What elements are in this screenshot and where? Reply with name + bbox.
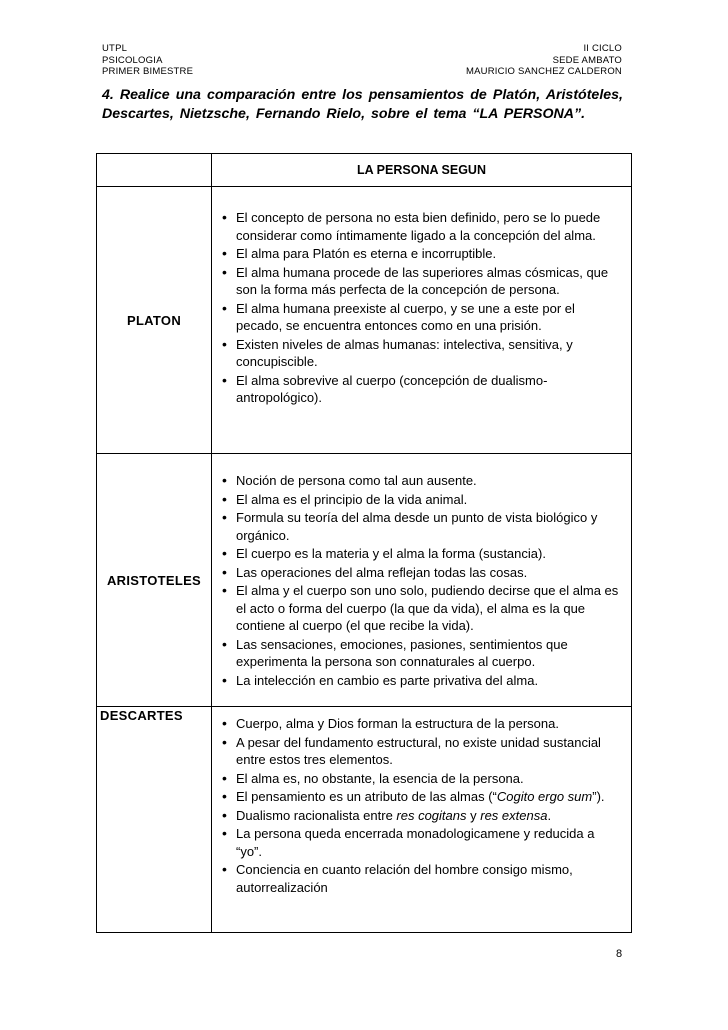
bullet-list [212, 454, 631, 689]
list-item [220, 807, 623, 825]
list-item: • La persona queda encerrada monadologicamene y reducida a “yo”. [220, 825, 623, 860]
table-row [97, 707, 632, 933]
list-item: • Conciencia en cuanto relación del hombre consigo mismo, autorrealización [220, 861, 623, 896]
list-item: • El alma es el principio de la vida animal. [220, 491, 623, 509]
item-text: El pensamiento es un atributo de las almas (“ [236, 789, 497, 804]
list-item: • El cuerpo es la materia y el alma la forma (sustancia). [220, 545, 623, 563]
list-item: • Las sensaciones, emociones, pasiones, sentimientos que experimenta la persona son connaturales al cuerpo. [220, 636, 623, 671]
table-row [97, 187, 632, 454]
table-heading: LA PERSONA SEGUN [212, 154, 632, 187]
header-term: PRIMER BIMESTRE [102, 66, 194, 77]
row-name-aristoteles: ARISTOTELES [97, 454, 212, 707]
list-item: • El alma para Platón es eterna e incorruptible. [220, 245, 623, 263]
table-row [97, 454, 632, 707]
list-item: • El alma y el cuerpo son uno solo, pudiendo decirse que el alma es el acto o forma del cuerpo (la que da vida), el alma es la que contiene al cuerpo (el que recibe la vida). [220, 582, 623, 635]
header-cycle: II CICLO [583, 43, 622, 54]
row-items-descartes [212, 707, 632, 933]
item-text: Dualismo racionalista entre [236, 807, 397, 823]
item-text: ”). [592, 789, 605, 804]
header-right [466, 43, 622, 78]
list-item: • El alma es, no obstante, la esencia de la persona. [220, 770, 623, 788]
item-text: y [466, 807, 481, 823]
list-item: • Formula su teoría del alma desde un punto de vista biológico y orgánico. [220, 509, 623, 544]
list-item [220, 788, 623, 806]
row-name-descartes: DESCARTES [97, 707, 212, 933]
list-item: • Noción de persona como tal aun ausente. [220, 472, 623, 490]
table-header-row [97, 154, 632, 187]
item-emphasis: res extensa [480, 807, 548, 823]
header-institution: UTPL [102, 43, 128, 54]
comparison-table [96, 153, 632, 933]
row-items-aristoteles [212, 454, 632, 707]
list-item: • El alma humana procede de las superiores almas cósmicas, que son la forma más perfecta de la concepción de persona. [220, 264, 623, 299]
header-campus: SEDE AMBATO [552, 54, 622, 66]
table-corner-cell [97, 154, 212, 187]
bullet-list [212, 707, 631, 896]
list-item: • A pesar del fundamento estructural, no existe unidad sustancial entre estos tres elementos. [220, 734, 623, 769]
item-text: . [547, 807, 552, 823]
row-name-platon: PLATON [97, 187, 212, 454]
item-emphasis: Cogito ergo sum [496, 789, 593, 804]
list-item: • El alma sobrevive al cuerpo (concepción de dualismo-antropológico). [220, 372, 623, 407]
header-author: MAURICIO SANCHEZ CALDERON [466, 66, 622, 77]
question-title: 4. Realice una comparación entre los pensamientos de Platón, Aristóteles, Descartes, Nietzsche, Fernando Rielo, sobre el tema “LA PERSONA”. [102, 87, 623, 122]
header-subject: PSICOLOGIA [102, 54, 163, 66]
bullet-list [212, 187, 631, 407]
list-item: • Cuerpo, alma y Dios forman la estructura de la persona. [220, 715, 623, 733]
list-item: • El concepto de persona no esta bien definido, pero se lo puede considerar como íntimamente ligado a la concepción del alma. [220, 209, 623, 244]
list-item: • Las operaciones del alma reflejan todas las cosas. [220, 564, 623, 582]
item-emphasis: res cogitans [396, 807, 467, 823]
row-items-platon [212, 187, 632, 454]
list-item: • La intelección en cambio es parte privativa del alma. [220, 672, 623, 690]
page-number: 8 [616, 948, 623, 960]
list-item: • Existen niveles de almas humanas: intelectiva, sensitiva, y concupiscible. [220, 336, 623, 371]
header-left [102, 43, 193, 78]
list-item: • El alma humana preexiste al cuerpo, y se une a este por el pecado, se encuentra entonces como en una prisión. [220, 300, 623, 335]
